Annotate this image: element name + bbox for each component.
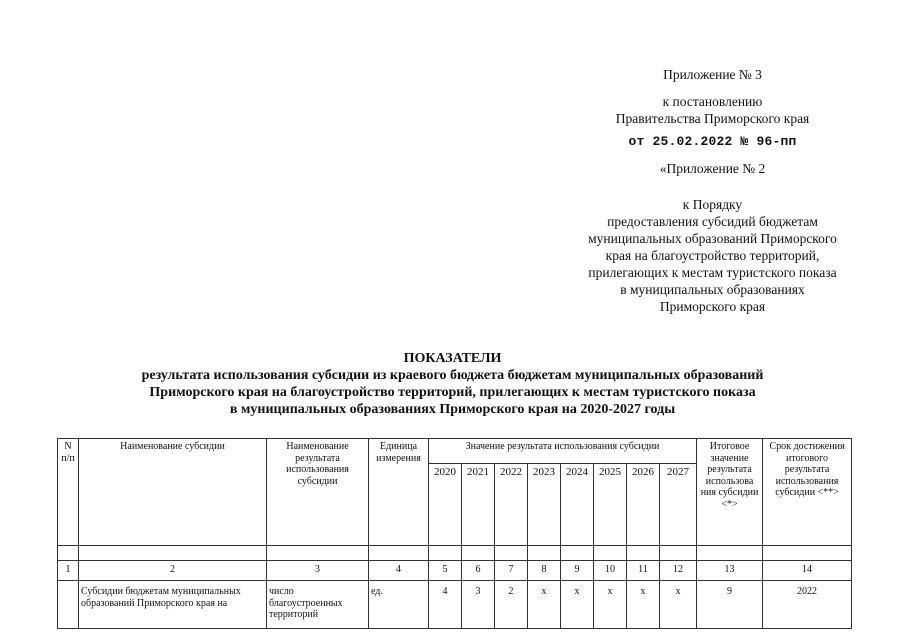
col-header-year: 2020 [429,464,462,546]
row-value: 3 [462,581,495,629]
col-header-subsidy-name: Наименование субсидии [79,439,267,546]
row-deadline: 2022 [763,581,852,629]
row-value: x [627,581,660,629]
appendix-header [520,66,905,150]
row-result-name: число благоустроенных территорий [267,581,369,629]
col-header-values-group: Значение результата использования субсидии [429,439,697,464]
column-number: 10 [594,561,627,581]
document-heading [0,350,905,418]
appendix-government: Правительства Приморского края [615,111,810,126]
inner-appendix-line: края на благоустройство территорий, [605,248,820,263]
table-row [58,581,852,629]
inner-appendix-text [520,196,905,315]
col-header-year: 2023 [528,464,561,546]
inner-appendix-line: прилегающих к местам туристского показа [588,265,837,280]
row-value: 2 [495,581,528,629]
column-number: 12 [660,561,697,581]
column-number: 14 [763,561,852,581]
column-numbers-row [58,561,852,581]
inner-appendix-line: муниципальных образований Приморского [588,231,837,246]
heading-line: Приморского края на благоустройство территорий, прилегающих к местам туристского показа [149,385,756,400]
col-header-year: 2025 [594,464,627,546]
row-subsidy-name: Субсидии бюджетам муниципальных образований Приморского края на [79,581,267,629]
column-number: 2 [79,561,267,581]
table-header-row [58,439,852,464]
table-spacer-row [58,546,852,561]
col-header-unit: Единица измерения [369,439,429,546]
heading-line: результата использования субсидии из краевого бюджета бюджетам муниципальных образований [141,368,764,383]
col-header-year: 2021 [462,464,495,546]
column-number: 6 [462,561,495,581]
inner-appendix-title: «Приложение № 2 [659,161,766,176]
col-header-year: 2022 [495,464,528,546]
indicators-table [57,438,852,629]
col-header-final-value: Итоговое значение результата использова ния субсидии <*> [697,439,763,546]
col-header-deadline: Срок достижения итогового результата использования субсидии <**> [763,439,852,546]
row-value: x [561,581,594,629]
column-number: 1 [58,561,79,581]
inner-appendix-line: Приморского края [659,299,766,314]
heading-line: в муниципальных образованиях Приморского края на 2020-2027 годы [229,402,676,417]
row-num [58,581,79,629]
appendix-to-resolution: к постановлению [662,94,763,109]
row-value: x [594,581,627,629]
row-value: x [660,581,697,629]
column-number: 5 [429,561,462,581]
column-number: 8 [528,561,561,581]
column-number: 7 [495,561,528,581]
inner-appendix-line: предоставления субсидий бюджетам [607,214,818,229]
col-header-result-name: Наименование результата использования субсидии [267,439,369,546]
row-final-value: 9 [697,581,763,629]
heading-title: ПОКАЗАТЕЛИ [403,351,502,366]
col-header-year: 2024 [561,464,594,546]
row-unit: ед. [369,581,429,629]
column-number: 9 [561,561,594,581]
col-header-num: N п/п [58,439,79,546]
column-number: 13 [697,561,763,581]
inner-appendix-line: в муниципальных образованиях [620,282,805,297]
order-number: от 25.02.2022 № 96-пп [628,134,797,149]
col-header-year: 2027 [660,464,697,546]
col-header-year: 2026 [627,464,660,546]
row-value: 4 [429,581,462,629]
column-number: 4 [369,561,429,581]
row-value: x [528,581,561,629]
inner-appendix-line: к Порядку [682,197,743,212]
column-number: 11 [627,561,660,581]
appendix-number: Приложение № 3 [663,67,762,82]
column-number: 3 [267,561,369,581]
